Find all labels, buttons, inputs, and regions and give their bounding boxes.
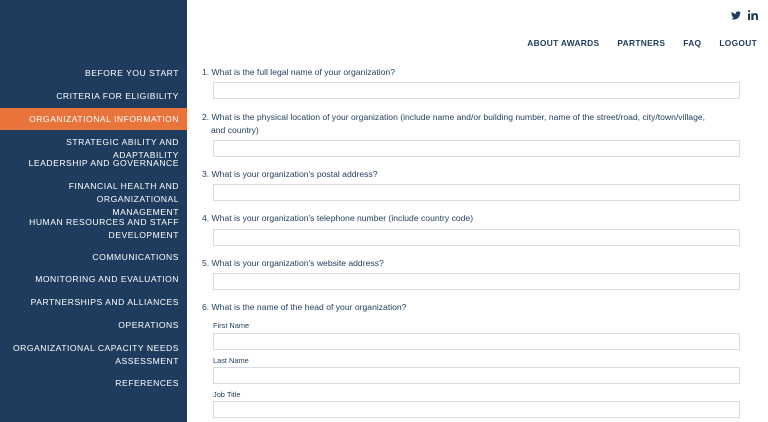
last-name-label: Last Name	[213, 356, 249, 365]
job-title-label: Job Title	[213, 390, 241, 399]
sidebar-item-organizational-information[interactable]	[0, 108, 187, 130]
sidebar-item-leadership[interactable]	[0, 157, 179, 170]
sidebar-item-capacity-needs[interactable]	[0, 342, 179, 368]
sidebar-item-label: ASSESSMENT	[115, 356, 179, 366]
nav-logout[interactable]: LOGOUT	[719, 38, 757, 48]
sidebar-item-label: PARTNERSHIPS AND ALLIANCES	[30, 297, 179, 307]
sidebar-item-monitoring[interactable]	[0, 273, 179, 286]
sidebar-item-label: OPERATIONS	[118, 320, 179, 330]
sidebar-item-criteria[interactable]	[0, 90, 179, 103]
question-physical-location	[202, 111, 740, 137]
top-navigation	[527, 38, 757, 48]
question-text: and country)	[211, 125, 259, 135]
sidebar-item-label: DEVELOPMENT	[108, 230, 179, 240]
postal-address-input[interactable]	[213, 184, 740, 201]
website-input[interactable]	[213, 273, 740, 290]
nav-partners[interactable]: PARTNERS	[617, 38, 666, 48]
question-website: 5. What is your organization's website address?	[202, 258, 384, 268]
sidebar	[0, 0, 187, 422]
sidebar-item-label: LEADERSHIP AND GOVERNANCE	[28, 158, 179, 168]
social-links	[731, 10, 758, 20]
question-telephone: 4. What is your organization's telephone number (include country code)	[202, 213, 474, 223]
sidebar-item-label: MANAGEMENT	[112, 207, 179, 217]
telephone-input[interactable]	[213, 229, 740, 246]
sidebar-item-references[interactable]	[0, 377, 179, 390]
job-title-input[interactable]	[213, 401, 740, 418]
nav-faq[interactable]: FAQ	[683, 38, 702, 48]
question-postal-address: 3. What is your organization's postal address?	[202, 169, 378, 179]
sidebar-item-label: ORGANIZATIONAL CAPACITY NEEDS	[12, 343, 179, 353]
sidebar-item-human-resources[interactable]	[0, 216, 179, 242]
nav-about-awards[interactable]: ABOUT AWARDS	[527, 38, 600, 48]
physical-location-input[interactable]	[213, 140, 740, 157]
sidebar-item-label: BEFORE YOU START	[85, 68, 179, 78]
sidebar-item-partnerships[interactable]	[0, 296, 179, 309]
question-text: 2. What is the physical location of your organization (include name and/or building number, name of the street/road, city/town/village,	[202, 112, 706, 122]
sidebar-item-label: CRITERIA FOR ELIGIBILITY	[56, 91, 179, 101]
sidebar-item-before-you-start[interactable]	[0, 67, 179, 80]
twitter-icon[interactable]	[731, 11, 741, 20]
first-name-input[interactable]	[213, 333, 740, 350]
sidebar-item-label: HUMAN RESOURCES AND STAFF	[29, 217, 179, 227]
sidebar-item-label: STRATEGIC ABILITY AND ADAPTABILITY	[66, 137, 179, 160]
sidebar-item-operations[interactable]	[0, 319, 179, 332]
question-legal-name: 1. What is the full legal name of your organization?	[202, 67, 395, 77]
sidebar-item-label: FINANCIAL HEALTH AND ORGANIZATIONAL	[68, 181, 179, 204]
sidebar-item-communications[interactable]	[0, 251, 179, 264]
legal-name-input[interactable]	[213, 82, 740, 99]
linkedin-icon[interactable]	[748, 10, 758, 20]
sidebar-item-label: MONITORING AND EVALUATION	[35, 274, 179, 284]
last-name-input[interactable]	[213, 367, 740, 384]
sidebar-item-label: COMMUNICATIONS	[92, 252, 179, 262]
sidebar-item-label: REFERENCES	[115, 378, 179, 388]
sidebar-item-label: ORGANIZATIONAL INFORMATION	[29, 114, 179, 124]
sidebar-item-financial-health[interactable]	[0, 180, 179, 219]
first-name-label: First Name	[213, 321, 250, 330]
question-head-name: 6. What is the name of the head of your organization?	[202, 302, 407, 312]
